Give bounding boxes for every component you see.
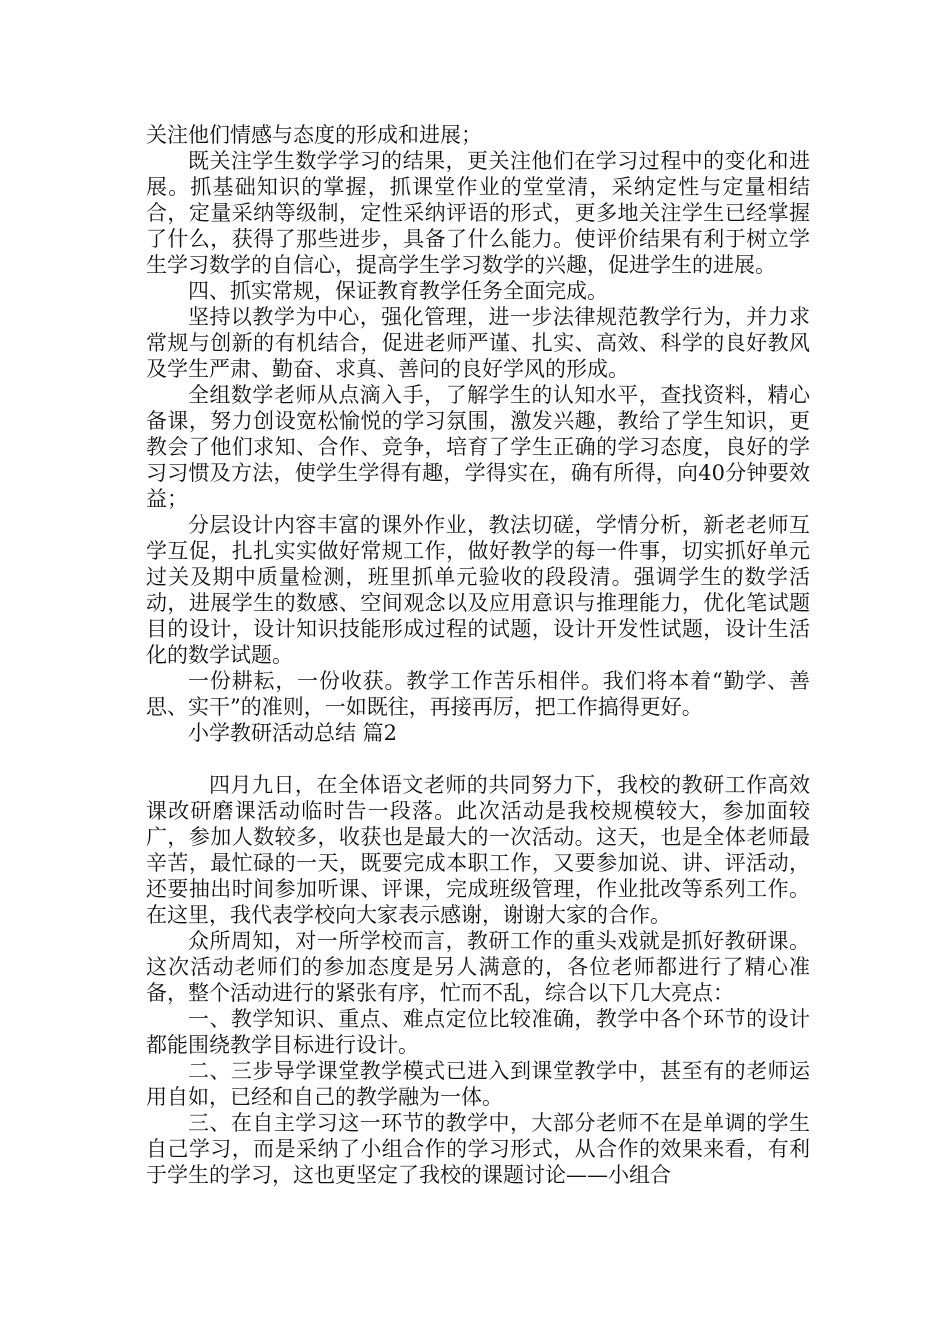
paragraph: 二、三步导学课堂教学模式已进入到课堂教学中，甚至有的老师运用自如，已经和自己的教学融为一体。 [146,1059,810,1109]
paragraph: 四、抓实常规，保证教育教学任务全面完成。 [188,279,608,303]
document-page [146,122,810,1188]
paragraph: 一、教学知识、重点、难点定位比较准确，教学中各个环节的设计都能围绕教学目标进行设计。 [146,1007,810,1057]
paragraph: 关注他们情感与态度的形成和进展； [146,123,482,147]
paragraph: 一份耕耘，一份收获。教学工作苦乐相伴。我们将本着“勤学、善思、实干”的准则，一如既往，再接再厉，把工作搞得更好。 [146,669,810,719]
paragraph: 全组数学老师从点滴入手，了解学生的认知水平，查找资料，精心备课，努力创设宽松愉悦的学习氛围，激发兴趣，教给了学生知识，更教会了他们求知、合作、竞争，培育了学生正确的学习态度，良好的学习习惯及方法，使学生学得有趣，学得实在，确有所得，向40分钟要效益； [146,383,810,511]
paragraph: 众所周知，对一所学校而言，教研工作的重头戏就是抓好教研课。这次活动老师们的参加态度是另人满意的，各位老师都进行了精心准备，整个活动进行的紧张有序，忙而不乱，综合以下几大亮点： [146,929,810,1005]
paragraph: 三、在自主学习这一环节的教学中，大部分老师不在是单调的学生自己学习，而是采纳了小组合作的学习形式，从合作的效果来看，有利于学生的学习，这也更坚定了我校的课题讨论——小组合 [146,1111,810,1187]
paragraph: 既关注学生数学学习的结果，更关注他们在学习过程中的变化和进展。抓基础知识的掌握，抓课堂作业的堂堂清，采纳定性与定量相结合，定量采纳等级制，定性采纳评语的形式，更多地关注学生已经掌握了什么，获得了那些进步，具备了什么能力。使评价结果有利于树立学生学习数学的自信心，提高学生学习数学的兴趣，促进学生的进展。 [146,149,810,277]
paragraph: 分层设计内容丰富的课外作业，教法切磋，学情分析，新老老师互学互促，扎扎实实做好常规工作，做好教学的每一件事，切实抓好单元过关及期中质量检测，班里抓单元验收的段段清。强调学生的数学活动，进展学生的数感、空间观念以及应用意识与推理能力，优化笔试题目的设计，设计知识技能形成过程的试题，设计开发性试题，设计生活化的数学试题。 [146,513,810,667]
section-heading: 小学教研活动总结 篇2 [188,721,398,745]
blank-line [146,746,810,772]
paragraph: 坚持以教学为中心，强化管理，进一步法律规范教学行为，并力求常规与创新的有机结合，促进老师严谨、扎实、高效、科学的良好教风及学生严肃、勤奋、求真、善问的良好学风的形成。 [146,305,810,381]
paragraph: 四月九日，在全体语文老师的共同努力下，我校的教研工作高效课改研磨课活动临时告一段落。此次活动是我校规模较大，参加面较广，参加人数较多，收获也是最大的一次活动。这天，也是全体老师最辛苦，最忙碌的一天，既要完成本职工作，又要参加说、讲、评活动，还要抽出时间参加听课、评课，完成班级管理，作业批改等系列工作。在这里，我代表学校向大家表示感谢，谢谢大家的合作。 [146,773,810,927]
